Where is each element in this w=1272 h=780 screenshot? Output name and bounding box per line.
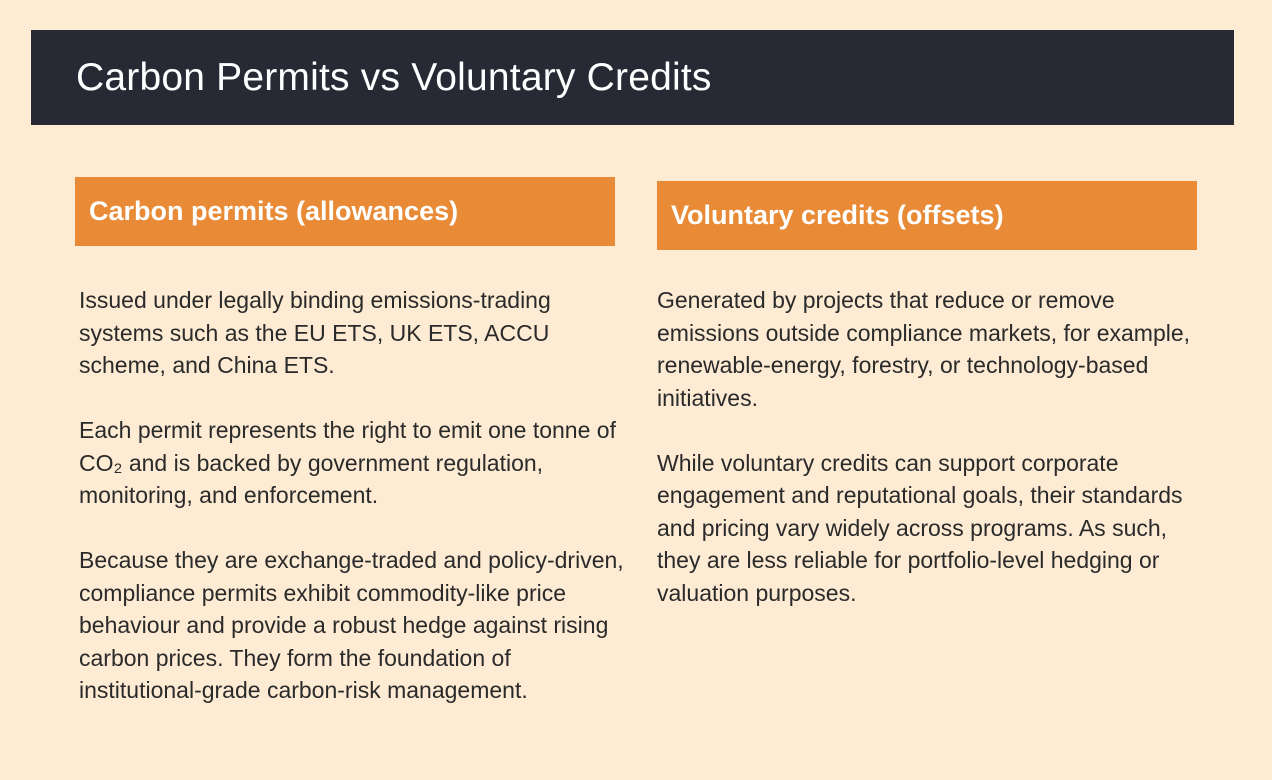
voluntary-credits-paragraph-1: Generated by projects that reduce or remove emissions outside compliance markets, for example, renewable-energy, forestry, or technology-based initiatives. <box>657 287 1191 411</box>
carbon-permits-paragraph-1: Issued under legally binding emissions-trading systems such as the EU ETS, UK ETS, ACCU scheme, and China ETS. <box>79 287 551 378</box>
voluntary-credits-header: Voluntary credits (offsets) <box>657 181 1197 250</box>
title-bar <box>31 30 1234 125</box>
carbon-permits-paragraph-2: Each permit represents the right to emit one tonne of CO₂ and is backed by government regulation, monitoring, and enforcement. <box>79 417 616 508</box>
voluntary-credits-body <box>657 284 1202 609</box>
carbon-permits-header: Carbon permits (allowances) <box>75 177 615 246</box>
page-title: Carbon Permits vs Voluntary Credits <box>76 55 712 99</box>
voluntary-credits-paragraph-2: While voluntary credits can support corporate engagement and reputational goals, their standards and pricing vary widely across programs. As such, they are less reliable for portfolio-level hedging or valuation purposes. <box>657 449 1183 606</box>
carbon-permits-paragraph-3: Because they are exchange-traded and policy-driven, compliance permits exhibit commodity-like price behaviour and provide a robust hedge against rising carbon prices. They form the foundation of institutional-grade carbon-risk management. <box>79 547 624 703</box>
carbon-permits-body <box>79 284 624 707</box>
